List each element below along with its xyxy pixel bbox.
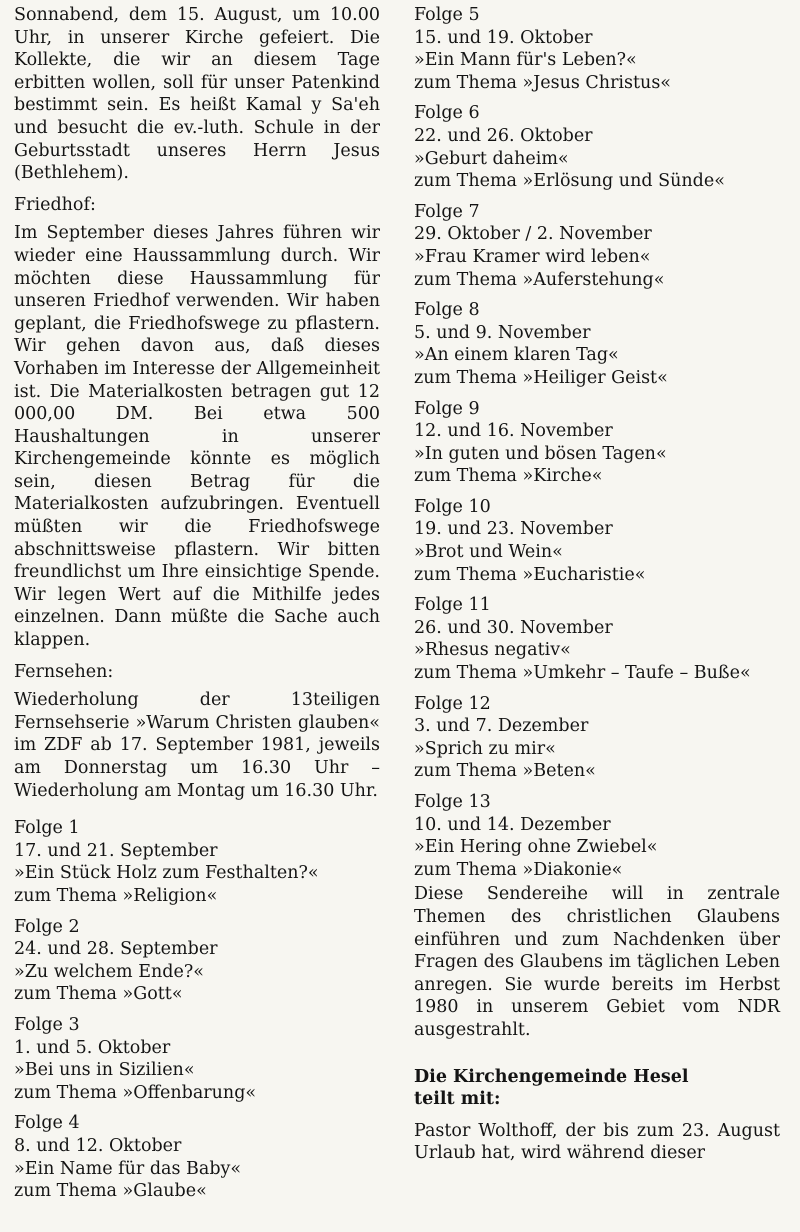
friedhof-paragraph: Im September dieses Jahres führen wir wieder eine Haussammlung durch. Wir möchten diese Haussammlung für unseren Friedhof verwenden. Wir haben geplant, die Friedhofswege zu pflastern. Wir gehen davon aus, daß dieses Vorhaben im Interesse der Allgemeinheit ist. Die Materialkosten betragen gut 12 000,00 DM. Bei etwa 500 Haushaltungen in unserer Kirchengemeinde könnte es möglich sein, diesen Betrag für die Materialkosten aufzubringen. Eventuell müßten wir die Friedhofswege abschnittsweise pflastern. Wir bitten freundlichst um Ihre einsichtige Spende. Wir legen Wert auf die Mithilfe jedes einzelnen. Dann müßte die Sache auch klappen. [14, 223, 380, 651]
episode-title: »Frau Kramer wird leben« [414, 246, 651, 267]
episode-dates: 10. und 14. Dezember [414, 814, 611, 835]
episode-8 [414, 299, 780, 389]
intro-paragraph: Sonnabend, dem 15. August, um 10.00 Uhr, in unserer Kirche gefeiert. Die Kollekte, die wir an diesem Tage erbitten wollen, soll für unser Patenkind bestimmt sein. Es heißt Kamal y Sa'eh und besucht die ev.-luth. Schule in der Geburtsstadt unseres Herrn Jesus (Bethlehem). [14, 5, 380, 184]
episode-title: »Ein Hering ohne Zwiebel« [414, 837, 658, 858]
episode-label: Folge 7 [414, 201, 480, 222]
episode-7 [414, 201, 780, 291]
episode-5 [414, 4, 780, 94]
episode-9 [414, 398, 780, 488]
episode-label: Folge 5 [414, 5, 480, 25]
episode-theme: zum Thema »Eucharistie« [414, 564, 646, 585]
episode-title: »Geburt daheim« [414, 148, 569, 169]
episode-title: »Ein Mann für's Leben?« [414, 50, 637, 71]
episode-label: Folge 11 [414, 595, 491, 616]
episode-label: Folge 4 [14, 1113, 80, 1134]
episode-title: »Brot und Wein« [414, 542, 563, 563]
episode-theme: zum Thema »Kirche« [414, 466, 603, 487]
episode-title: »In guten und bösen Tagen« [414, 443, 667, 464]
episode-label: Folge 10 [414, 496, 491, 517]
episode-dates: 12. und 16. November [414, 421, 613, 442]
friedhof-heading: Friedhof: [14, 194, 96, 215]
episode-label: Folge 1 [14, 818, 80, 839]
episode-theme: zum Thema »Glaube« [14, 1181, 207, 1202]
episode-theme: zum Thema »Religion« [14, 885, 218, 906]
episode-title: »Ein Stück Holz zum Festhalten?« [14, 863, 319, 884]
episode-dates: 19. und 23. November [414, 519, 613, 540]
notice-heading-line-2: teilt mit: [414, 1088, 501, 1109]
episode-1 [14, 817, 380, 907]
episode-label: Folge 3 [14, 1014, 80, 1035]
series-summary-paragraph: Diese Sendereihe will in zentrale Themen des christlichen Glaubens einführen und zum Nachdenken über Fragen des Glaubens im täglichen Leben anregen. Sie wurde bereits im Herbst 1980 in unserem Gebiet vom NDR ausgestrahlt. [414, 884, 780, 1040]
episode-label: Folge 2 [14, 916, 80, 937]
notice-heading [414, 1066, 780, 1110]
episode-label: Folge 6 [414, 103, 480, 124]
episode-dates: 29. Oktober / 2. November [414, 224, 652, 245]
episode-theme: zum Thema »Erlösung und Sünde« [414, 171, 725, 192]
episode-dates: 3. und 7. Dezember [414, 716, 589, 737]
spacer [14, 807, 380, 817]
episode-label: Folge 9 [414, 398, 480, 419]
episode-11 [414, 594, 780, 684]
episode-label: Folge 12 [414, 693, 491, 714]
episode-4 [14, 1112, 380, 1202]
episode-theme: zum Thema »Diakonie« [414, 859, 623, 880]
episode-dates: 1. und 5. Oktober [14, 1037, 171, 1058]
episode-dates: 8. und 12. Oktober [14, 1135, 182, 1156]
left-column [14, 4, 380, 1211]
episode-13 [414, 791, 780, 881]
fernsehen-heading: Fernsehen: [14, 661, 114, 682]
episode-dates: 24. und 28. September [14, 939, 218, 960]
episode-theme: zum Thema »Umkehr – Taufe – Buße« [414, 663, 751, 684]
episode-title: »Zu welchem Ende?« [14, 961, 204, 982]
episode-dates: 17. und 21. September [14, 840, 218, 861]
episode-dates: 26. und 30. November [414, 617, 613, 638]
episode-theme: zum Thema »Gott« [14, 984, 183, 1005]
episode-dates: 22. und 26. Oktober [414, 125, 593, 146]
episode-title: »Bei uns in Sizilien« [14, 1060, 195, 1081]
episode-theme: zum Thema »Jesus Christus« [414, 72, 672, 93]
episode-6 [414, 102, 780, 192]
episode-label: Folge 13 [414, 792, 491, 812]
fernsehen-paragraph: Wiederholung der 13teiligen Fernsehserie »Warum Christen glauben« im ZDF ab 17. September 1981, jeweils am Donnerstag um 16.30 Uhr – Wiederholung am Montag um 16.30 Uhr. [14, 690, 380, 801]
episode-title: »Rhesus negativ« [414, 640, 571, 661]
episode-theme: zum Thema »Offenbarung« [14, 1082, 257, 1103]
episode-label: Folge 8 [414, 300, 480, 321]
episode-title: »An einem klaren Tag« [414, 345, 619, 366]
episode-12 [414, 693, 780, 783]
notice-paragraph: Pastor Wolthoff, der bis zum 23. August Urlaub hat, wird während dieser [414, 1120, 780, 1164]
episode-title: »Ein Name für das Baby« [14, 1158, 242, 1179]
episode-theme: zum Thema »Auferstehung« [414, 269, 665, 290]
episode-3 [14, 1014, 380, 1104]
episode-title: »Sprich zu mir« [414, 738, 556, 759]
episode-10 [414, 496, 780, 586]
right-column [414, 4, 780, 1165]
episode-dates: 15. und 19. Oktober [414, 27, 593, 48]
episode-theme: zum Thema »Beten« [414, 761, 596, 782]
episode-2 [14, 916, 380, 1006]
episode-theme: zum Thema »Heiliger Geist« [414, 367, 668, 388]
notice-heading-line-1: Die Kirchengemeinde Hesel [414, 1066, 689, 1087]
episode-dates: 5. und 9. November [414, 322, 591, 343]
